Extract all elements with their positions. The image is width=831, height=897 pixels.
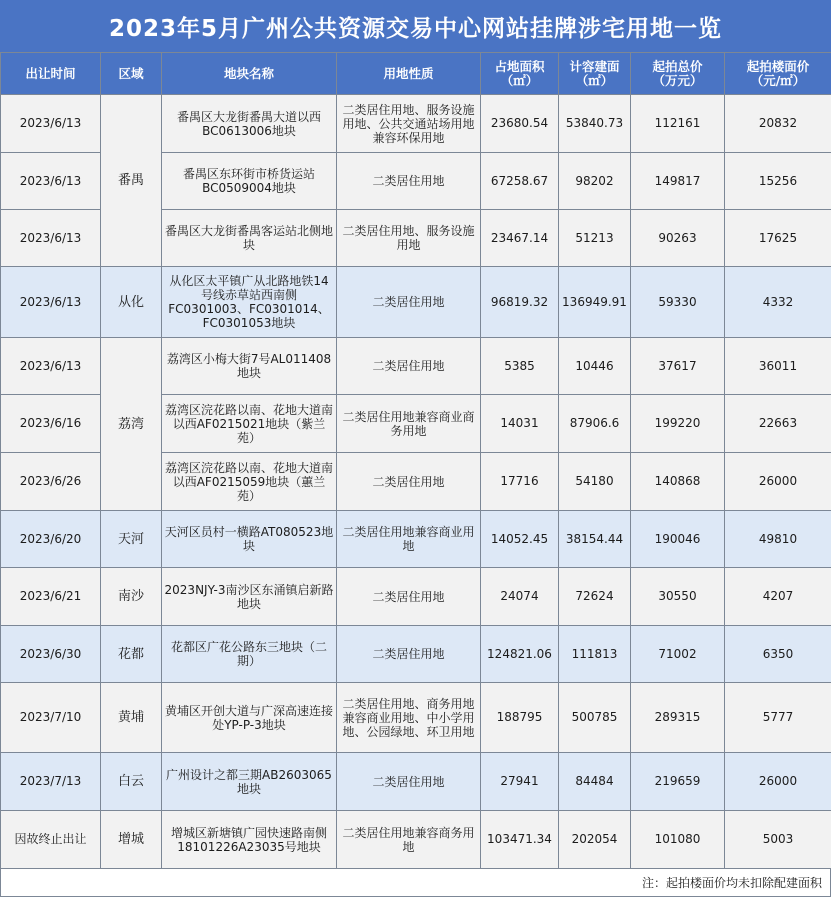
cell-area: 23467.14 bbox=[481, 210, 559, 267]
cell-nature: 二类居住用地、服务设施用地、公共交通站场用地兼容环保用地 bbox=[337, 95, 481, 153]
cell-floor-price: 5777 bbox=[725, 683, 831, 753]
cell-date: 2023/6/20 bbox=[1, 511, 101, 568]
cell-area: 96819.32 bbox=[481, 267, 559, 338]
cell-building: 51213 bbox=[559, 210, 631, 267]
cell-area: 188795 bbox=[481, 683, 559, 753]
header-area: 占地面积 （㎡） bbox=[481, 53, 559, 95]
cell-price: 90263 bbox=[631, 210, 725, 267]
cell-floor-price: 4207 bbox=[725, 568, 831, 626]
header-region: 区域 bbox=[101, 53, 162, 95]
cell-date: 2023/6/30 bbox=[1, 626, 101, 683]
cell-floor-price: 36011 bbox=[725, 338, 831, 395]
cell-date: 2023/7/13 bbox=[1, 753, 101, 811]
cell-area: 67258.67 bbox=[481, 153, 559, 210]
cell-nature: 二类居住用地 bbox=[337, 453, 481, 511]
cell-date: 因故终止出让 bbox=[1, 811, 101, 869]
cell-nature: 二类居住用地 bbox=[337, 153, 481, 210]
cell-price: 101080 bbox=[631, 811, 725, 869]
cell-price: 289315 bbox=[631, 683, 725, 753]
cell-region: 天河 bbox=[101, 511, 162, 568]
cell-date: 2023/6/13 bbox=[1, 95, 101, 153]
cell-nature: 二类居住用地 bbox=[337, 753, 481, 811]
land-table bbox=[0, 52, 831, 869]
cell-area: 14052.45 bbox=[481, 511, 559, 568]
header-nature: 用地性质 bbox=[337, 53, 481, 95]
cell-nature: 二类居住用地 bbox=[337, 338, 481, 395]
cell-area: 14031 bbox=[481, 395, 559, 453]
cell-price: 37617 bbox=[631, 338, 725, 395]
cell-price: 219659 bbox=[631, 753, 725, 811]
table-row bbox=[1, 511, 831, 568]
cell-date: 2023/6/21 bbox=[1, 568, 101, 626]
cell-building: 54180 bbox=[559, 453, 631, 511]
cell-name: 2023NJY-3南沙区东涌镇启新路地块 bbox=[162, 568, 337, 626]
cell-price: 59330 bbox=[631, 267, 725, 338]
cell-floor-price: 15256 bbox=[725, 153, 831, 210]
cell-region: 荔湾 bbox=[101, 338, 162, 511]
table-row bbox=[1, 95, 831, 153]
cell-date: 2023/6/16 bbox=[1, 395, 101, 453]
header-price: 起拍总价 （万元） bbox=[631, 53, 725, 95]
cell-region: 花都 bbox=[101, 626, 162, 683]
footnote: 注：起拍楼面价均未扣除配建面积 bbox=[0, 868, 831, 897]
cell-building: 53840.73 bbox=[559, 95, 631, 153]
cell-region: 黄埔 bbox=[101, 683, 162, 753]
cell-nature: 二类居住用地 bbox=[337, 267, 481, 338]
cell-area: 17716 bbox=[481, 453, 559, 511]
cell-nature: 二类居住用地、商务用地兼容商业用地、中小学用地、公园绿地、环卫用地 bbox=[337, 683, 481, 753]
cell-building: 87906.6 bbox=[559, 395, 631, 453]
cell-floor-price: 6350 bbox=[725, 626, 831, 683]
cell-building: 111813 bbox=[559, 626, 631, 683]
table-row bbox=[1, 811, 831, 869]
cell-price: 199220 bbox=[631, 395, 725, 453]
cell-floor-price: 49810 bbox=[725, 511, 831, 568]
header-row bbox=[1, 53, 831, 95]
table-row bbox=[1, 683, 831, 753]
cell-name: 花都区广花公路东三地块（二期） bbox=[162, 626, 337, 683]
cell-nature: 二类居住用地 bbox=[337, 626, 481, 683]
table-row bbox=[1, 267, 831, 338]
cell-nature: 二类居住用地 bbox=[337, 568, 481, 626]
cell-nature: 二类居住用地兼容商业商务用地 bbox=[337, 395, 481, 453]
cell-nature: 二类居住用地、服务设施用地 bbox=[337, 210, 481, 267]
cell-name: 广州设计之都三期AB2603065地块 bbox=[162, 753, 337, 811]
cell-price: 112161 bbox=[631, 95, 725, 153]
cell-floor-price: 26000 bbox=[725, 753, 831, 811]
cell-date: 2023/6/13 bbox=[1, 267, 101, 338]
cell-region: 白云 bbox=[101, 753, 162, 811]
cell-price: 190046 bbox=[631, 511, 725, 568]
cell-region: 从化 bbox=[101, 267, 162, 338]
cell-name: 从化区太平镇广从北路地铁14号线赤草站西南侧FC0301003、FC0301014、FC0301053地块 bbox=[162, 267, 337, 338]
cell-building: 84484 bbox=[559, 753, 631, 811]
table-row bbox=[1, 626, 831, 683]
cell-floor-price: 5003 bbox=[725, 811, 831, 869]
cell-price: 30550 bbox=[631, 568, 725, 626]
cell-price: 149817 bbox=[631, 153, 725, 210]
cell-name: 番禺区东环街市桥货运站BC0509004地块 bbox=[162, 153, 337, 210]
cell-name: 黄埔区开创大道与广深高速连接处YP-P-3地块 bbox=[162, 683, 337, 753]
cell-nature: 二类居住用地兼容商务用地 bbox=[337, 811, 481, 869]
cell-name: 荔湾区小梅大街7号AL011408地块 bbox=[162, 338, 337, 395]
cell-floor-price: 17625 bbox=[725, 210, 831, 267]
cell-building: 38154.44 bbox=[559, 511, 631, 568]
cell-region: 南沙 bbox=[101, 568, 162, 626]
cell-building: 98202 bbox=[559, 153, 631, 210]
cell-name: 荔湾区浣花路以南、花地大道南以西AF0215059地块（蕙兰苑） bbox=[162, 453, 337, 511]
table-row bbox=[1, 568, 831, 626]
cell-date: 2023/6/13 bbox=[1, 338, 101, 395]
cell-area: 24074 bbox=[481, 568, 559, 626]
cell-floor-price: 26000 bbox=[725, 453, 831, 511]
table-row bbox=[1, 338, 831, 395]
cell-building: 10446 bbox=[559, 338, 631, 395]
cell-floor-price: 22663 bbox=[725, 395, 831, 453]
cell-floor-price: 20832 bbox=[725, 95, 831, 153]
cell-date: 2023/6/26 bbox=[1, 453, 101, 511]
cell-area: 103471.34 bbox=[481, 811, 559, 869]
cell-building: 202054 bbox=[559, 811, 631, 869]
cell-building: 136949.91 bbox=[559, 267, 631, 338]
cell-price: 71002 bbox=[631, 626, 725, 683]
cell-building: 500785 bbox=[559, 683, 631, 753]
cell-area: 23680.54 bbox=[481, 95, 559, 153]
cell-name: 增城区新塘镇广园快速路南侧18101226A23035号地块 bbox=[162, 811, 337, 869]
header-building: 计容建面 （㎡） bbox=[559, 53, 631, 95]
cell-price: 140868 bbox=[631, 453, 725, 511]
cell-area: 124821.06 bbox=[481, 626, 559, 683]
cell-name: 番禺区大龙街番禺客运站北侧地块 bbox=[162, 210, 337, 267]
header-name: 地块名称 bbox=[162, 53, 337, 95]
header-date: 出让时间 bbox=[1, 53, 101, 95]
cell-date: 2023/6/13 bbox=[1, 153, 101, 210]
cell-area: 5385 bbox=[481, 338, 559, 395]
cell-region: 增城 bbox=[101, 811, 162, 869]
cell-area: 27941 bbox=[481, 753, 559, 811]
header-floor-price: 起拍楼面价 （元/㎡） bbox=[725, 53, 831, 95]
cell-name: 番禺区大龙街番禺大道以西BC0613006地块 bbox=[162, 95, 337, 153]
page-title: 2023年5月广州公共资源交易中心网站挂牌涉宅用地一览 bbox=[0, 0, 831, 52]
cell-name: 天河区员村一横路AT080523地块 bbox=[162, 511, 337, 568]
cell-floor-price: 4332 bbox=[725, 267, 831, 338]
cell-name: 荔湾区浣花路以南、花地大道南以西AF0215021地块（紫兰苑） bbox=[162, 395, 337, 453]
cell-nature: 二类居住用地兼容商业用地 bbox=[337, 511, 481, 568]
table-row bbox=[1, 753, 831, 811]
cell-building: 72624 bbox=[559, 568, 631, 626]
cell-date: 2023/7/10 bbox=[1, 683, 101, 753]
cell-date: 2023/6/13 bbox=[1, 210, 101, 267]
cell-region: 番禺 bbox=[101, 95, 162, 267]
